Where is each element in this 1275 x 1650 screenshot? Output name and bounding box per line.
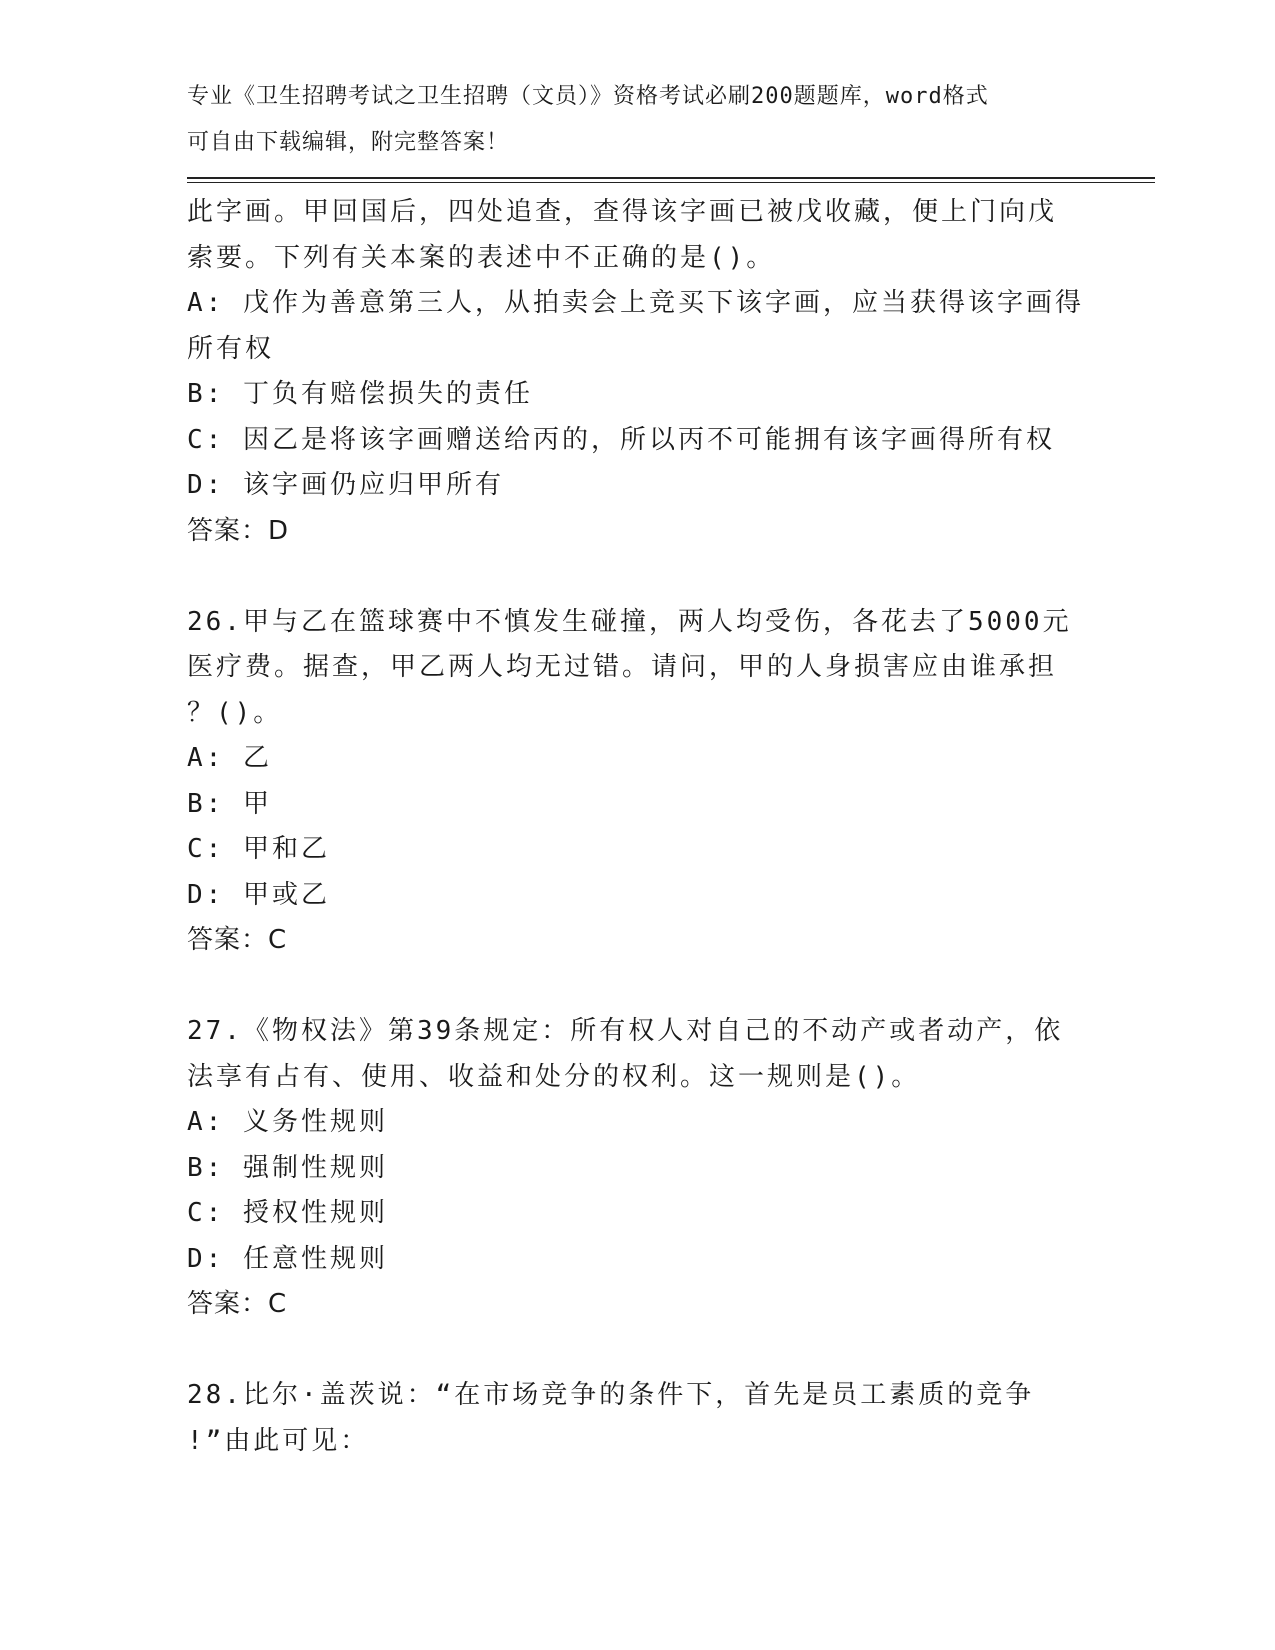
page-header (187, 74, 1087, 165)
question-25-continued (187, 190, 1087, 554)
option-d: D: 该字画仍应归甲所有 (187, 470, 504, 500)
document-body (187, 190, 1087, 1464)
option-d: D: 任意性规则 (187, 1243, 388, 1274)
header-line-1: 专业《卫生招聘考试之卫生招聘（文员）》资格考试必刷200题题库，word格式 (187, 84, 989, 109)
option-b: B: 甲 (187, 788, 272, 819)
question-text-line: !”由此可见： (187, 1425, 370, 1456)
question-text-line: 法享有占有、使用、收益和处分的权利。这一规则是()。 (187, 1061, 921, 1092)
question-text-line: 索要。下列有关本案的表述中不正确的是()。 (187, 242, 776, 273)
option-a: A: 戊作为善意第三人，从拍卖会上竞买下该字画，应当获得该字画得 (187, 288, 1084, 318)
question-text-line: 28.比尔·盖茨说：“在市场竞争的条件下，首先是员工素质的竞争 (187, 1380, 1035, 1410)
answer: 答案：C (187, 1289, 288, 1319)
option-d: D: 甲或乙 (187, 879, 330, 910)
option-c: C: 授权性规则 (187, 1198, 388, 1228)
answer: 答案：D (187, 515, 290, 546)
option-b: B: 丁负有赔偿损失的责任 (187, 379, 533, 409)
question-28 (187, 1373, 1087, 1464)
question-text-line: 医疗费。据查，甲乙两人均无过错。请问，甲的人身损害应由谁承担 (187, 652, 1058, 682)
question-26 (187, 600, 1087, 964)
question-text-line: 27.《物权法》第39条规定：所有权人对自己的不动产或者动产，依 (187, 1016, 1064, 1046)
option-a-continued: 所有权 (187, 333, 275, 364)
header-rule-thick (187, 177, 1155, 179)
header-line-2: 可自由下载编辑，附完整答案！ (187, 129, 510, 155)
option-c: C: 甲和乙 (187, 834, 330, 864)
question-text-line: ？()。 (187, 697, 283, 728)
question-text-line: 26.甲与乙在篮球赛中不慎发生碰撞，两人均受伤，各花去了5000元 (187, 606, 1072, 637)
spacer (187, 554, 1087, 600)
spacer (187, 964, 1087, 1010)
answer: 答案：C (187, 925, 288, 955)
option-a: A: 义务性规则 (187, 1107, 388, 1137)
spacer (187, 1328, 1087, 1374)
option-a: A: 乙 (187, 743, 272, 773)
question-27 (187, 1009, 1087, 1328)
option-b: B: 强制性规则 (187, 1152, 388, 1183)
header-rule-thin (187, 182, 1155, 183)
option-c: C: 因乙是将该字画赠送给丙的，所以丙不可能拥有该字画得所有权 (187, 424, 1055, 455)
question-text-line: 此字画。甲回国后，四处追查，查得该字画已被戊收藏，便上门向戊 (187, 197, 1058, 227)
